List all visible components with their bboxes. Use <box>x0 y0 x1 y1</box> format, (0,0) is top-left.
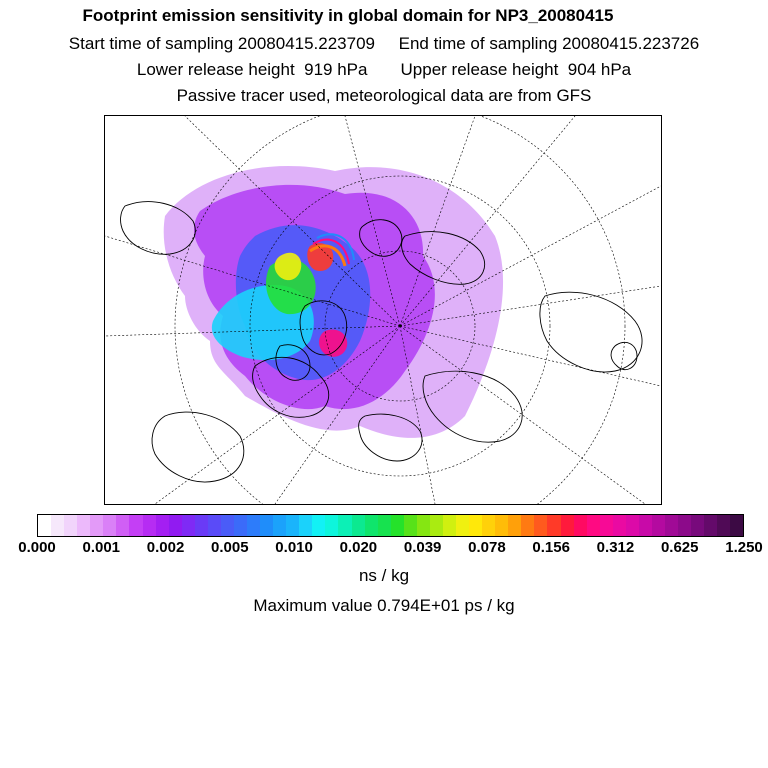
colorbar-cell <box>77 515 90 536</box>
colorbar-cell <box>613 515 626 536</box>
colorbar-cell <box>378 515 391 536</box>
colorbar <box>37 514 744 537</box>
colorbar-unit-label: ns / kg <box>358 566 410 585</box>
colorbar-cell <box>704 515 717 536</box>
tracer-info-line: Passive tracer used, meteorological data are from GFS <box>176 86 592 105</box>
colorbar-cell <box>129 515 142 536</box>
colorbar-cell <box>247 515 260 536</box>
colorbar-tick-label: 0.010 <box>275 539 313 556</box>
release-height-line: Lower release height 919 hPa Upper release height 904 hPa <box>136 60 632 79</box>
footprint-plume <box>164 166 503 438</box>
colorbar-cell <box>626 515 639 536</box>
colorbar-cell <box>665 515 678 536</box>
colorbar-cell <box>325 515 338 536</box>
colorbar-tick-label: 0.078 <box>468 539 506 556</box>
colorbar-tick-label: 1.250 <box>725 539 763 556</box>
colorbar-cell <box>482 515 495 536</box>
colorbar-cell <box>430 515 443 536</box>
colorbar-tick-label: 0.002 <box>146 539 185 556</box>
colorbar-cell <box>574 515 587 536</box>
colorbar-cell <box>443 515 456 536</box>
colorbar-cell <box>521 515 534 536</box>
colorbar-cell <box>365 515 378 536</box>
colorbar-cell <box>234 515 247 536</box>
colorbar-cell <box>691 515 704 536</box>
colorbar-cell <box>260 515 273 536</box>
colorbar-cell <box>652 515 665 536</box>
map-canvas <box>105 116 661 504</box>
colorbar-cell <box>391 515 404 536</box>
colorbar-cell <box>64 515 77 536</box>
colorbar-cell <box>116 515 129 536</box>
colorbar-cell <box>404 515 417 536</box>
colorbar-tick-label: 0.020 <box>339 539 378 556</box>
colorbar-cell <box>286 515 299 536</box>
colorbar-cell <box>156 515 169 536</box>
colorbar-cell <box>534 515 547 536</box>
colorbar-cell <box>495 515 508 536</box>
colorbar-tick-labels <box>0 539 768 559</box>
footprint-map <box>104 115 662 505</box>
colorbar-cell <box>273 515 286 536</box>
colorbar-cell <box>469 515 482 536</box>
colorbar-cell <box>143 515 156 536</box>
colorbar-cell <box>208 515 221 536</box>
colorbar-cell <box>730 515 743 536</box>
colorbar-cell <box>456 515 469 536</box>
colorbar-tick-label: 0.001 <box>82 539 121 556</box>
colorbar-cell <box>299 515 312 536</box>
colorbar-cell <box>221 515 234 536</box>
colorbar-cell <box>195 515 208 536</box>
coastline-americas <box>152 412 244 482</box>
colorbar-cell <box>417 515 430 536</box>
maximum-value-label: Maximum value 0.794E+01 ps / kg <box>253 596 515 615</box>
coastline-asia-east <box>540 292 642 372</box>
colorbar-cell <box>561 515 574 536</box>
sampling-time-line: Start time of sampling 20080415.223709 End time of sampling 20080415.223726 <box>68 34 700 53</box>
colorbar-tick-label: 0.312 <box>596 539 635 556</box>
colorbar-cell <box>312 515 325 536</box>
colorbar-cell <box>508 515 521 536</box>
colorbar-cell <box>169 515 182 536</box>
colorbar-cell <box>338 515 351 536</box>
plot-title: Footprint emission sensitivity in global domain for NP3_20080415 <box>82 6 614 25</box>
colorbar-cell <box>182 515 195 536</box>
colorbar-cell <box>352 515 365 536</box>
colorbar-tick-label: 0.005 <box>211 539 249 556</box>
colorbar-tick-label: 0.000 <box>18 539 56 556</box>
colorbar-cell <box>717 515 730 536</box>
colorbar-cell <box>600 515 613 536</box>
colorbar-cell <box>103 515 116 536</box>
colorbar-cell <box>90 515 103 536</box>
colorbar-tick-label: 0.039 <box>403 539 442 556</box>
colorbar-tick-label: 0.625 <box>660 539 699 556</box>
colorbar-tick-label: 0.156 <box>532 539 570 556</box>
colorbar-cell <box>587 515 600 536</box>
colorbar-cell <box>678 515 691 536</box>
colorbar-cell <box>51 515 64 536</box>
colorbar-cell <box>639 515 652 536</box>
colorbar-cell <box>547 515 560 536</box>
colorbar-cell <box>38 515 51 536</box>
